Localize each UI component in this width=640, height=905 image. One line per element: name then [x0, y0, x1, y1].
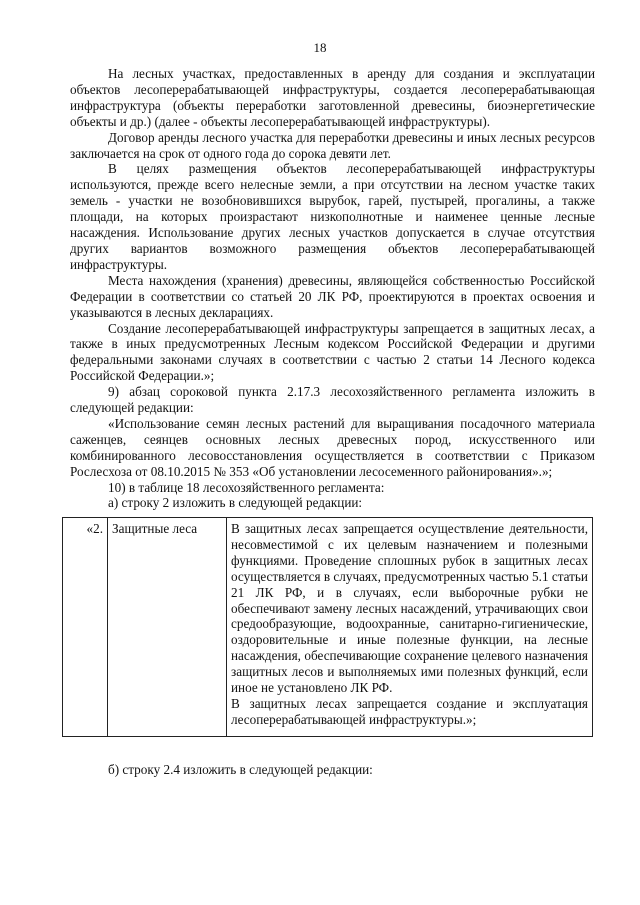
paragraph-seed-use: «Использование семян лесных растений для выращивания посадочного материала саженцев, сеянцев основных лесных древесных пород, искусственного или комбинированного лесовосстановления осуществляется в соответствии с Приказом Рослесхоза от 08.10.2015 № 353 «Об установлении лесосеменного районирования».»; — [70, 415, 595, 479]
page-number: 18 — [313, 40, 327, 55]
after-table-section — [70, 762, 595, 778]
table-cell-row-number: «2. — [63, 518, 108, 737]
paragraph-subitem-a: а) строку 2 изложить в следующей редакции: — [108, 495, 363, 511]
table-row — [63, 518, 593, 737]
restrictions-text-1: В защитных лесах запрещается осуществление деятельности, несовместимой с их целевым назначением и полезными функциями. Проведение сплошных рубок в защитных лесах осуществляется в случаях, предусмотренных частью 5.1 статьи 21 ЛК РФ, и в случаях, если выборочные рубки не обеспечивают замену лесных насаждений, утрачивающих свои средообразующие, водоохранные, санитарно-гигиенические, оздоровительные и иные полезные функции, на лесные насаждения, обеспечивающие сохранение целевого назначения защитных лесов и выполняемых ими полезных функций, если иное не установлено ЛК РФ. — [231, 521, 588, 696]
table-cell-restrictions — [227, 518, 593, 737]
paragraph-item-10: 10) в таблице 18 лесохозяйственного регламента: — [108, 479, 385, 495]
paragraph-subitem-b: б) строку 2.4 изложить в следующей редакции: — [108, 762, 373, 777]
table-cell-forest-category: Защитные леса — [108, 518, 227, 737]
paragraph-placement-lands: В целях размещения объектов лесоперерабатывающей инфраструктуры используются, прежде всего нелесные земли, а при отсутствии на лесном участке таких земель - участки не возобновившихся вырубок, гарей, пустырей, прогалины, а также площади, на которых произрастают низкополнотные и наименее ценные лесные насаждения. Использование других лесных участков допускается в случае отсутствия других вариантов возможного размещения объектов лесоперерабатывающей инфраструктуры. — [70, 161, 595, 272]
paragraph-item-9: 9) абзац сороковой пункта 2.17.3 лесохозяйственного регламента изложить в следующей редакции: — [70, 384, 595, 416]
document-body — [70, 66, 595, 511]
paragraph-protective-forests-ban: Создание лесоперерабатывающей инфраструктуры запрещается в защитных лесах, а также в иных предусмотренных Лесным кодексом Российской Федерации и другими федеральными законами случаях в соответствии с частью 2 статьи 14 Лесного кодекса Российской Федерации.»; — [70, 320, 595, 384]
regulation-table — [62, 517, 593, 737]
paragraph-timber-storage: Места нахождения (хранения) древесины, являющейся собственностью Российской Федерации в соответствии со статьей 20 ЛК РФ, проектируются в проектах освоения и указываются в лесных декларациях. — [70, 272, 595, 320]
restrictions-text-2: В защитных лесах запрещается создание и эксплуатация лесоперерабатывающей инфраструктуры.»; — [231, 695, 588, 727]
paragraph-infrastructure-intro: На лесных участках, предоставленных в аренду для создания и эксплуатации объектов лесоперерабатывающей инфраструктуры, создается лесоперерабатывающая инфраструктура (объекты переработки заготовленной древесины, биоэнергетические объекты и др.) (далее - объекты лесоперерабатывающей инфраструктуры). — [70, 66, 595, 129]
paragraph-lease-term: Договор аренды лесного участка для переработки древесины и иных лесных ресурсов заключается на срок от одного года до сорока девяти лет. — [70, 129, 595, 161]
